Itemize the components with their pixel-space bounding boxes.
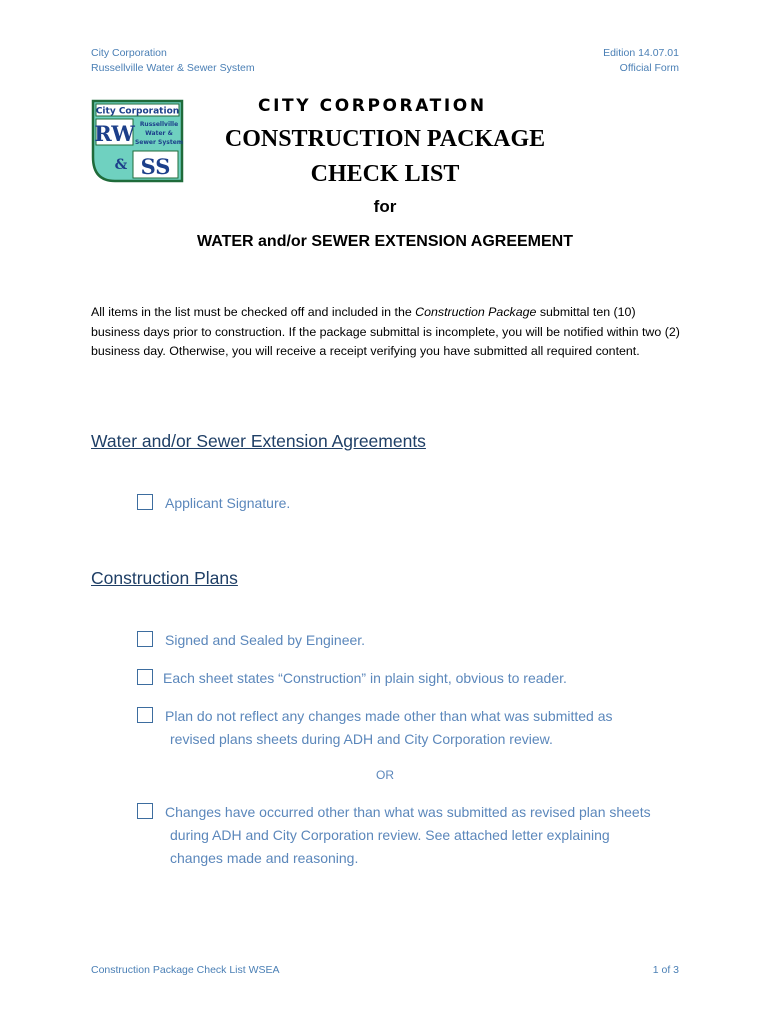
checkbox[interactable] (137, 631, 153, 647)
intro-emphasis: Construction Package (415, 305, 537, 319)
checklist-item-label: Applicant Signature. (165, 495, 291, 511)
intro-text-before: All items in the list must be checked off and included in the (91, 305, 416, 319)
footer-page-number: 1 of 3 (652, 964, 679, 976)
logo-top-text: City Corporation (95, 106, 180, 117)
title-construction-package: CONSTRUCTION PACKAGE (224, 126, 546, 152)
checklist-item-label: Signed and Sealed by Engineer. (165, 632, 366, 648)
title-for: for (373, 197, 397, 216)
logo-ss-letters: SS (140, 154, 171, 179)
header-edition (603, 46, 679, 76)
checkbox[interactable] (137, 669, 153, 685)
checklist-item-no-changes (137, 705, 697, 751)
checkbox[interactable] (137, 803, 153, 819)
footer-document-name: Construction Package Check List WSEA (91, 964, 280, 976)
logo-ampersand: & (114, 157, 128, 173)
checklist-item-label: Each sheet states “Construction” in plain sight, obvious to reader. (163, 670, 567, 686)
checklist-item-label-continued: revised plans sheets during ADH and City Corporation review. (170, 731, 553, 747)
intro-paragraph (91, 303, 681, 362)
header-edition-number: Edition 14.07.01 (603, 47, 679, 59)
checklist-item-label: Changes have occurred other than what was submitted as revised plan sheets (165, 804, 651, 820)
title-check-list: CHECK LIST (310, 161, 460, 187)
section-heading-construction-plans: Construction Plans (91, 568, 238, 588)
checklist-item-changes-occurred (137, 801, 697, 870)
title-agreement-subtitle: WATER and/or SEWER EXTENSION AGREEMENT (196, 233, 574, 250)
title-city-corporation: CITY CORPORATION (258, 96, 487, 116)
header-form-type: Official Form (619, 62, 679, 74)
header-organization (91, 46, 255, 76)
or-separator: OR (376, 768, 394, 782)
logo-side-text-2: Water & (145, 130, 173, 137)
checklist-item-construction-stated (137, 667, 697, 690)
intro-text-after: submittal ten (10) business days prior to construction. If the package submittal is incomplete, you will be notified within two (2) business day. Otherwise, you will receive a receipt verifying you have submitted all required content. (91, 305, 680, 358)
logo-side-text-3: Sewer System (134, 139, 184, 146)
logo-rw-letters: RW (94, 121, 135, 146)
checkbox[interactable] (137, 494, 153, 510)
checklist-item-label-continued: during ADH and City Corporation review. See attached letter explaining (170, 827, 610, 843)
header-org-line2: Russellville Water & Sewer System (91, 62, 255, 74)
checkbox[interactable] (137, 707, 153, 723)
checklist-item-signed-sealed (137, 629, 697, 652)
header-org-line1: City Corporation (91, 47, 167, 59)
checklist-item-applicant-signature (137, 492, 697, 515)
section-heading-extension-agreements: Water and/or Sewer Extension Agreements (91, 431, 426, 451)
checklist-item-label-continued: changes made and reasoning. (170, 850, 359, 866)
checklist-item-label: Plan do not reflect any changes made other than what was submitted as (165, 708, 613, 724)
logo-side-text-1: Russellville (139, 121, 179, 128)
